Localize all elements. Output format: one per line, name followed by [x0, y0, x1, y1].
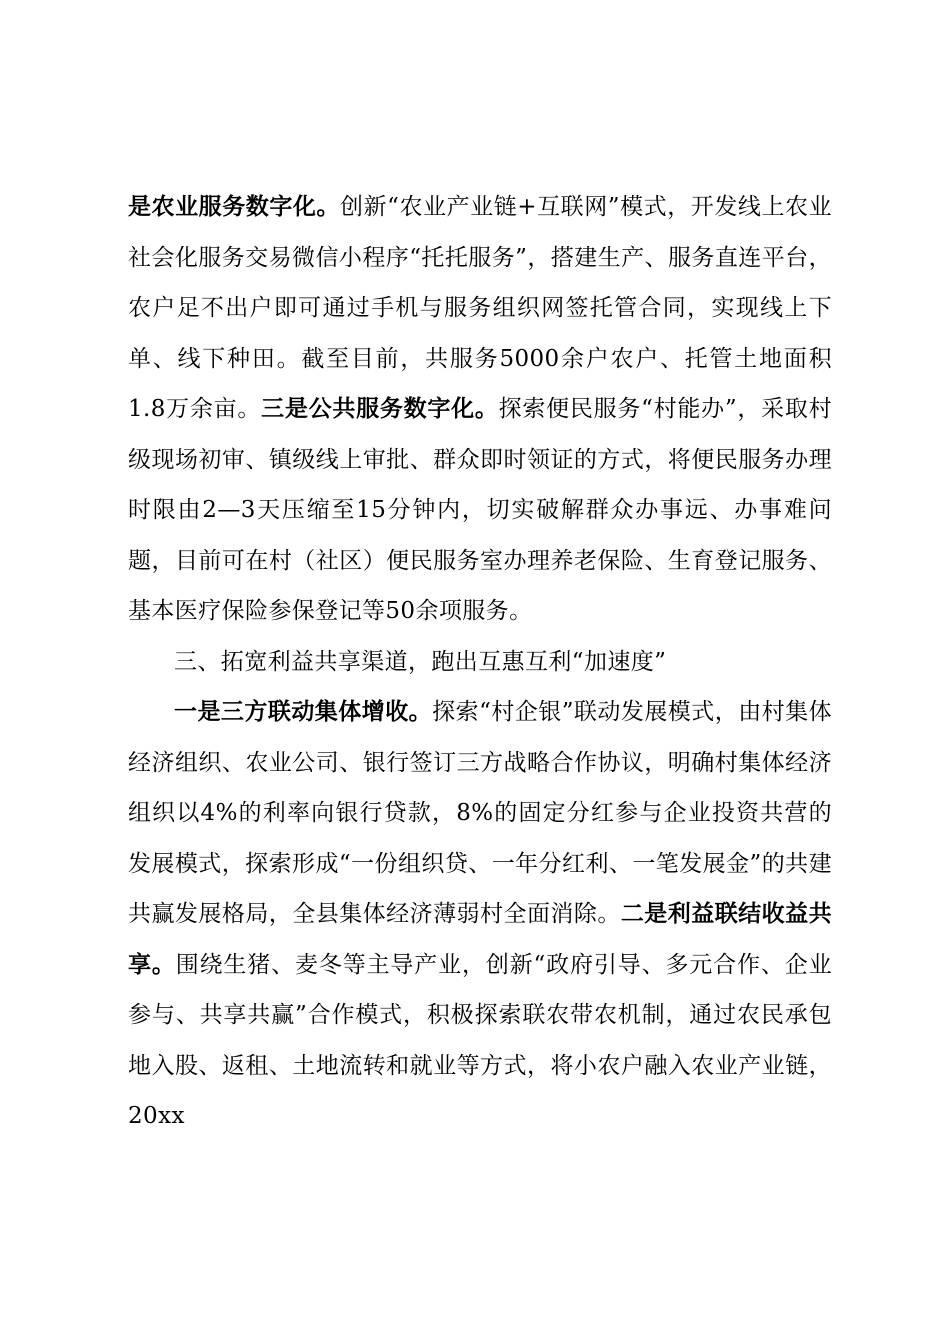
document-body: [128, 182, 832, 1142]
paragraph-lead-bold: 二是利益联结收益共享。: [128, 900, 832, 978]
paragraph-digital-services: [128, 182, 832, 637]
paragraph-lead-bold: 三是公共服务数字化。: [261, 395, 499, 422]
paragraph-text: 创新“农业产业链+互联网”模式，开发线上农业社会化服务交易微信小程序“托托服务”，搭建生产、服务直连平台，农户足不出户即可通过手机与服务组织网签托管合同，实现线上下单、线下种田。截至目前，共服务5000余户农户、托管土地面积1.8万余亩。: [128, 194, 832, 422]
paragraph-text: 围绕生猪、麦冬等主导产业，创新“政府引导、多元合作、企业参与、共享共赢”合作模式，积极探索联农带农机制，通过农民承包地入股、返租、土地流转和就业等方式，将小农户融入农业产业链，20xx: [128, 951, 832, 1129]
paragraph-text: 探索“村企银”联动发展模式，由村集体经济组织、农业公司、银行签订三方战略合作协议，明确村集体经济组织以4%的利率向银行贷款，8%的固定分红参与企业投资共营的发展模式，探索形成“一份组织贷、一年分红利、一笔发展金”的共建共赢发展格局，全县集体经济薄弱村全面消除。: [128, 699, 832, 927]
paragraph-text: 探索便民服务“村能办”，采取村级现场初审、镇级线上审批、群众即时领证的方式，将便民服务办理时限由2—3天压缩至15分钟内，切实破解群众办事远、办事难问题，目前可在村（社区）便民服务室办理养老保险、生育登记服务、基本医疗保险参保登记等50余项服务。: [128, 396, 832, 624]
paragraph-lead-bold: 是农业服务数字化。: [128, 193, 341, 220]
paragraph-lead-bold: 一是三方联动集体增收。: [174, 698, 433, 725]
paragraph-benefit-sharing: [128, 687, 832, 1142]
section-heading: 三、拓宽利益共享渠道，跑出互惠互利“加速度”: [174, 648, 667, 675]
